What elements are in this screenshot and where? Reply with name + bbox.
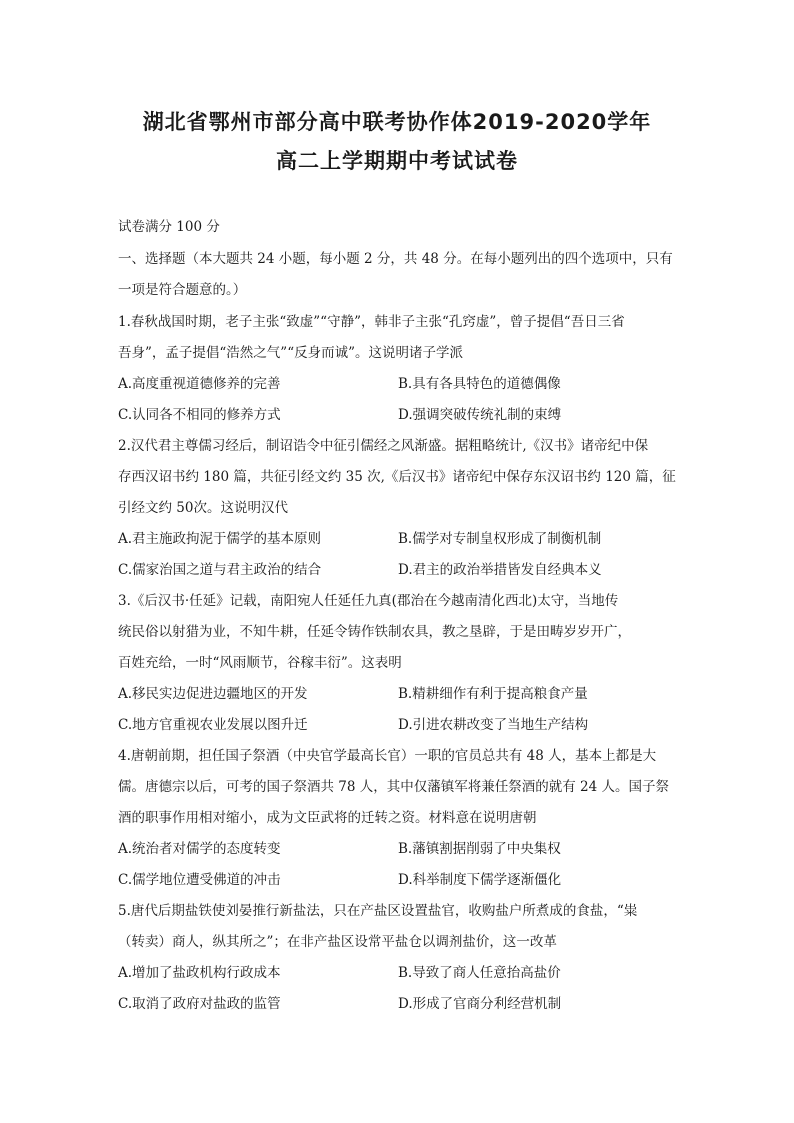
question-5-option-d: D.形成了官商分利经营机制 <box>398 996 562 1012</box>
question-1-option-c: C.认同各不相同的修养方式 <box>118 407 281 423</box>
question-5-stem-line1: 5.唐代后期盐铁使刘晏推行新盐法，只在产盐区设置盐官，收购盐户所煮成的食盐，“粜 <box>118 903 638 919</box>
question-5-option-b: B.导致了商人任意抬高盐价 <box>398 965 561 981</box>
question-3-stem-line1: 3.《后汉书·任延》记载，南阳宛人任延任九真(郡治在今越南清化西北)太守，当地传 <box>118 593 619 609</box>
question-2-stem-line3: 引经文约 50次。这说明汉代 <box>118 500 288 516</box>
section-instructions-line1: 一、选择题（本大题共 24 小题，每小题 2 分，共 48 分。在每小题列出的四个选项中，只有 <box>118 251 673 267</box>
question-1-option-b: B.具有各具特色的道德偶像 <box>398 376 561 392</box>
section-instructions-line2: 一项是符合题意的。） <box>118 282 247 298</box>
question-3-stem-line2: 统民俗以射猎为业，不知牛耕，任延令铸作铁制农具，教之垦辟，于是田畴岁岁开广， <box>118 624 631 640</box>
question-2-option-a: A.君主施政拘泥于儒学的基本原则 <box>118 531 322 547</box>
question-3-option-d: D.引进农耕改变了当地生产结构 <box>398 717 589 733</box>
question-3-stem-line3: 百姓充给，一时“风雨顺节，谷稼丰衍”。这表明 <box>118 655 402 671</box>
question-5-option-c: C.取消了政府对盐政的监管 <box>118 996 281 1012</box>
question-1-stem-line1: 1.春秋战国时期，老子主张“致虚”“守静”，韩非子主张“孔窍虚”，曾子提倡“吾日三省 <box>118 314 625 330</box>
question-3-option-c: C.地方官重视农业发展以图升迁 <box>118 717 308 733</box>
question-4-option-a: A.统治者对儒学的态度转变 <box>118 841 281 857</box>
question-1-stem-line2: 吾身”，孟子提倡“浩然之气”“反身而诚”。这说明诸子学派 <box>118 345 464 361</box>
question-2-option-c: C.儒家治国之道与君主政治的结合 <box>118 562 322 578</box>
question-3-option-a: A.移民实边促进边疆地区的开发 <box>118 686 308 702</box>
question-4-stem-line2: 儒。唐德宗以后，可考的国子祭酒共 78 人，其中仅藩镇军将兼任祭酒的就有 24 人。国子祭 <box>118 779 670 795</box>
question-1-option-d: D.强调突破传统礼制的束缚 <box>398 407 562 423</box>
question-2-stem-line2: 存西汉诏书约 180 篇，共征引经文约 35 次,《后汉书》诸帝纪中保存东汉诏书约 120 篇，征 <box>118 469 676 485</box>
question-2-stem-line1: 2.汉代君主尊儒习经后，制诏诰令中征引儒经之风渐盛。据粗略统计,《汉书》诸帝纪中保 <box>118 438 649 454</box>
question-2-option-d: D.君主的政治举措皆发自经典本义 <box>398 562 602 578</box>
question-1-option-a: A.高度重视道德修养的完善 <box>118 376 281 392</box>
question-5-stem-line2: （转卖）商人，纵其所之”；在非产盐区设常平盐仓以调剂盐价，这一改革 <box>118 934 557 950</box>
question-4-option-b: B.藩镇割据削弱了中央集权 <box>398 841 561 857</box>
exam-title-line2: 高二上学期期中考试试卷 <box>276 149 518 173</box>
question-4-option-d: D.科举制度下儒学逐渐僵化 <box>398 872 562 888</box>
question-4-stem-line3: 酒的职事作用相对缩小，成为文臣武将的迁转之资。材料意在说明唐朝 <box>118 810 537 826</box>
question-4-stem-line1: 4.唐朝前期，担任国子祭酒（中央官学最高长官）一职的官员总共有 48 人，基本上都是大 <box>118 748 657 764</box>
exam-title-line1: 湖北省鄂州市部分高中联考协作体2019-2020学年 <box>142 110 652 134</box>
question-5-option-a: A.增加了盐政机构行政成本 <box>118 965 281 981</box>
question-4-option-c: C.儒学地位遭受佛道的冲击 <box>118 872 281 888</box>
score-note: 试卷满分 100 分 <box>118 219 220 235</box>
question-2-option-b: B.儒学对专制皇权形成了制衡机制 <box>398 531 602 547</box>
question-3-option-b: B.精耕细作有利于提高粮食产量 <box>398 686 588 702</box>
